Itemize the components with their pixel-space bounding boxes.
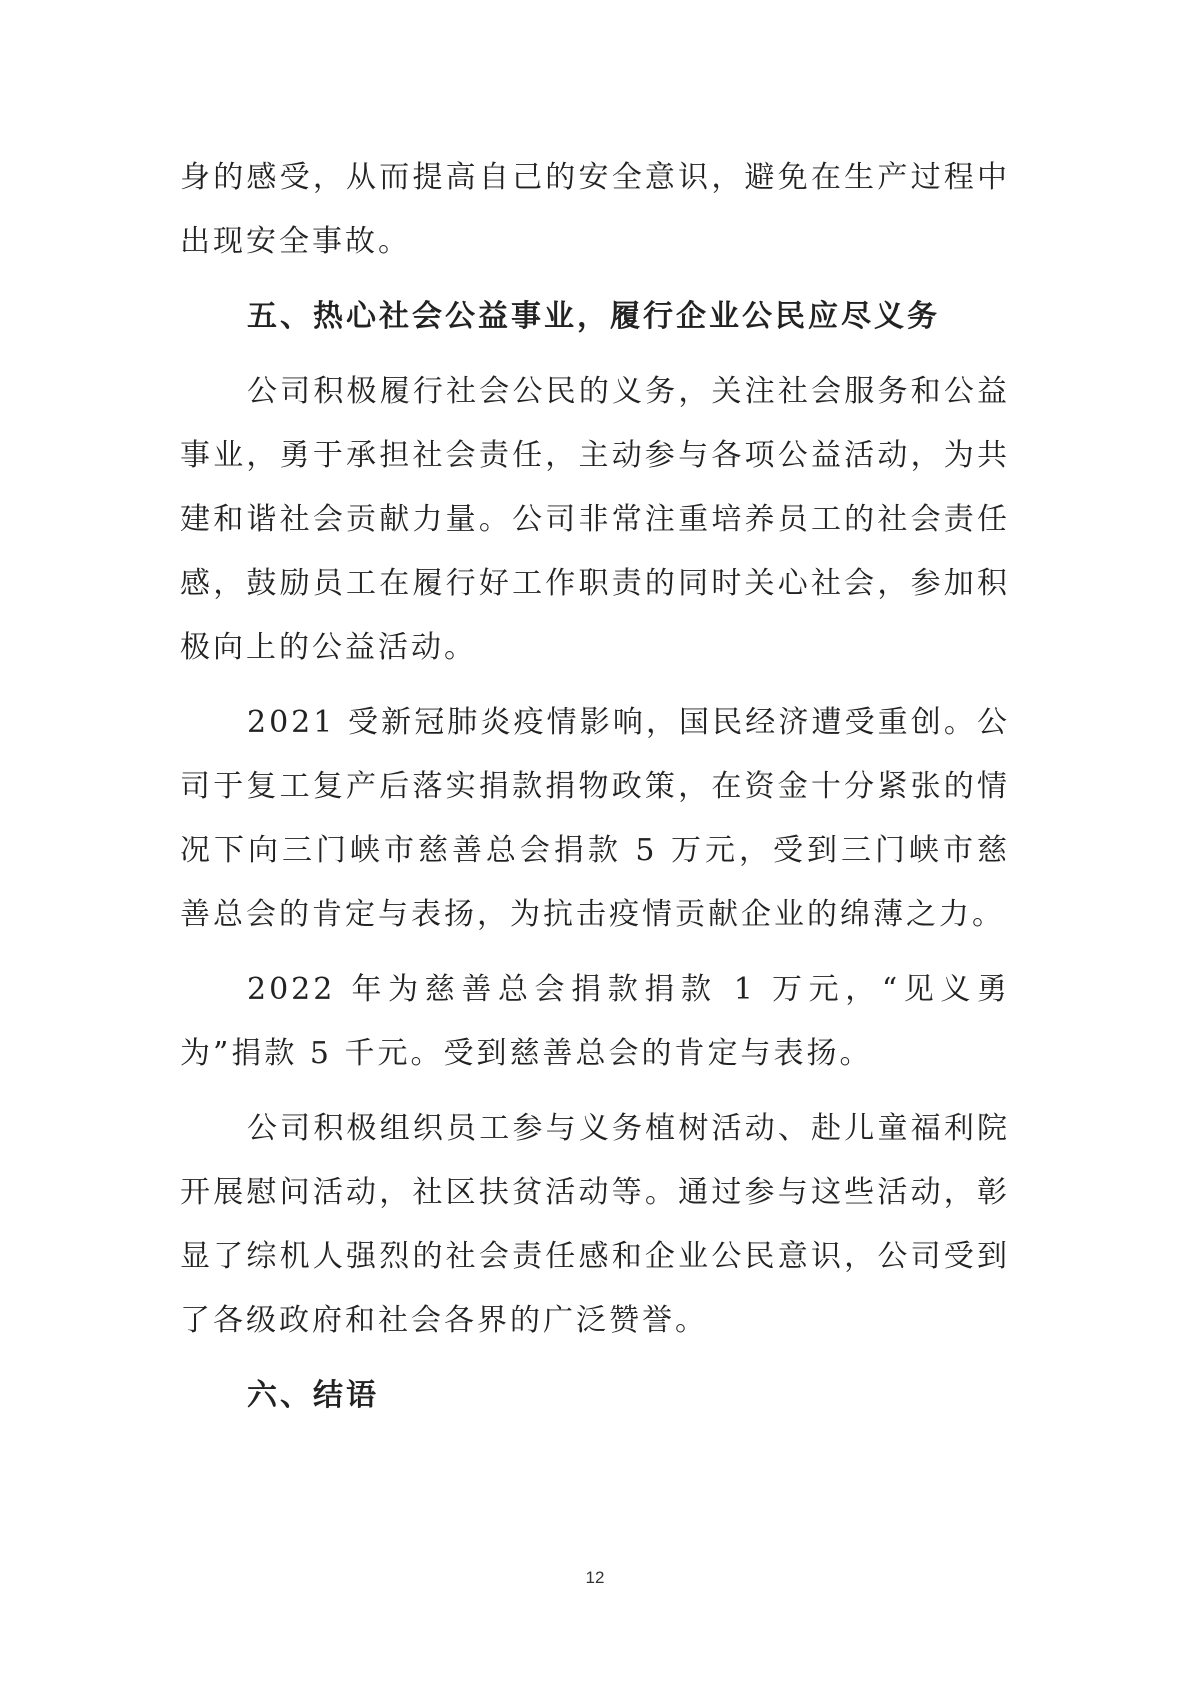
paragraph-2021-donation: 2021 受新冠肺炎疫情影响，国民经济遭受重创。公司于复工复产后落实捐款捐物政策，在资金十分紧张的情况下向三门峡市慈善总会捐款 5 万元，受到三门峡市慈善总会的肯定与表扬，为抗击疫情贡献企业的绵薄之力。 — [180, 705, 1010, 932]
section-heading-6: 六、结语 — [247, 1378, 379, 1413]
paragraph-public-welfare: 公司积极履行社会公民的义务，关注社会服务和公益事业，勇于承担社会责任，主动参与各项公益活动，为共建和谐社会贡献力量。公司非常注重培养员工的社会责任感，鼓励员工在履行好工作职责的同时关心社会，参加积极向上的公益活动。 — [180, 374, 1010, 665]
document-body — [180, 146, 1010, 1439]
page-number: 12 — [585, 1568, 605, 1587]
paragraph-2022-donation: 2022 年为慈善总会捐款捐款 1 万元，“见义勇为”捐款 5 千元。受到慈善总会的肯定与表扬。 — [180, 972, 1010, 1071]
section-heading-5: 五、热心社会公益事业，履行企业公民应尽义务 — [247, 299, 940, 334]
paragraph-activities: 公司积极组织员工参与义务植树活动、赴儿童福利院开展慰问活动，社区扶贫活动等。通过参与这些活动，彰显了综机人强烈的社会责任感和企业公民意识，公司受到了各级政府和社会各界的广泛赞誉。 — [180, 1111, 1010, 1338]
paragraph-continued: 身的感受，从而提高自己的安全意识，避免在生产过程中出现安全事故。 — [180, 160, 1010, 259]
